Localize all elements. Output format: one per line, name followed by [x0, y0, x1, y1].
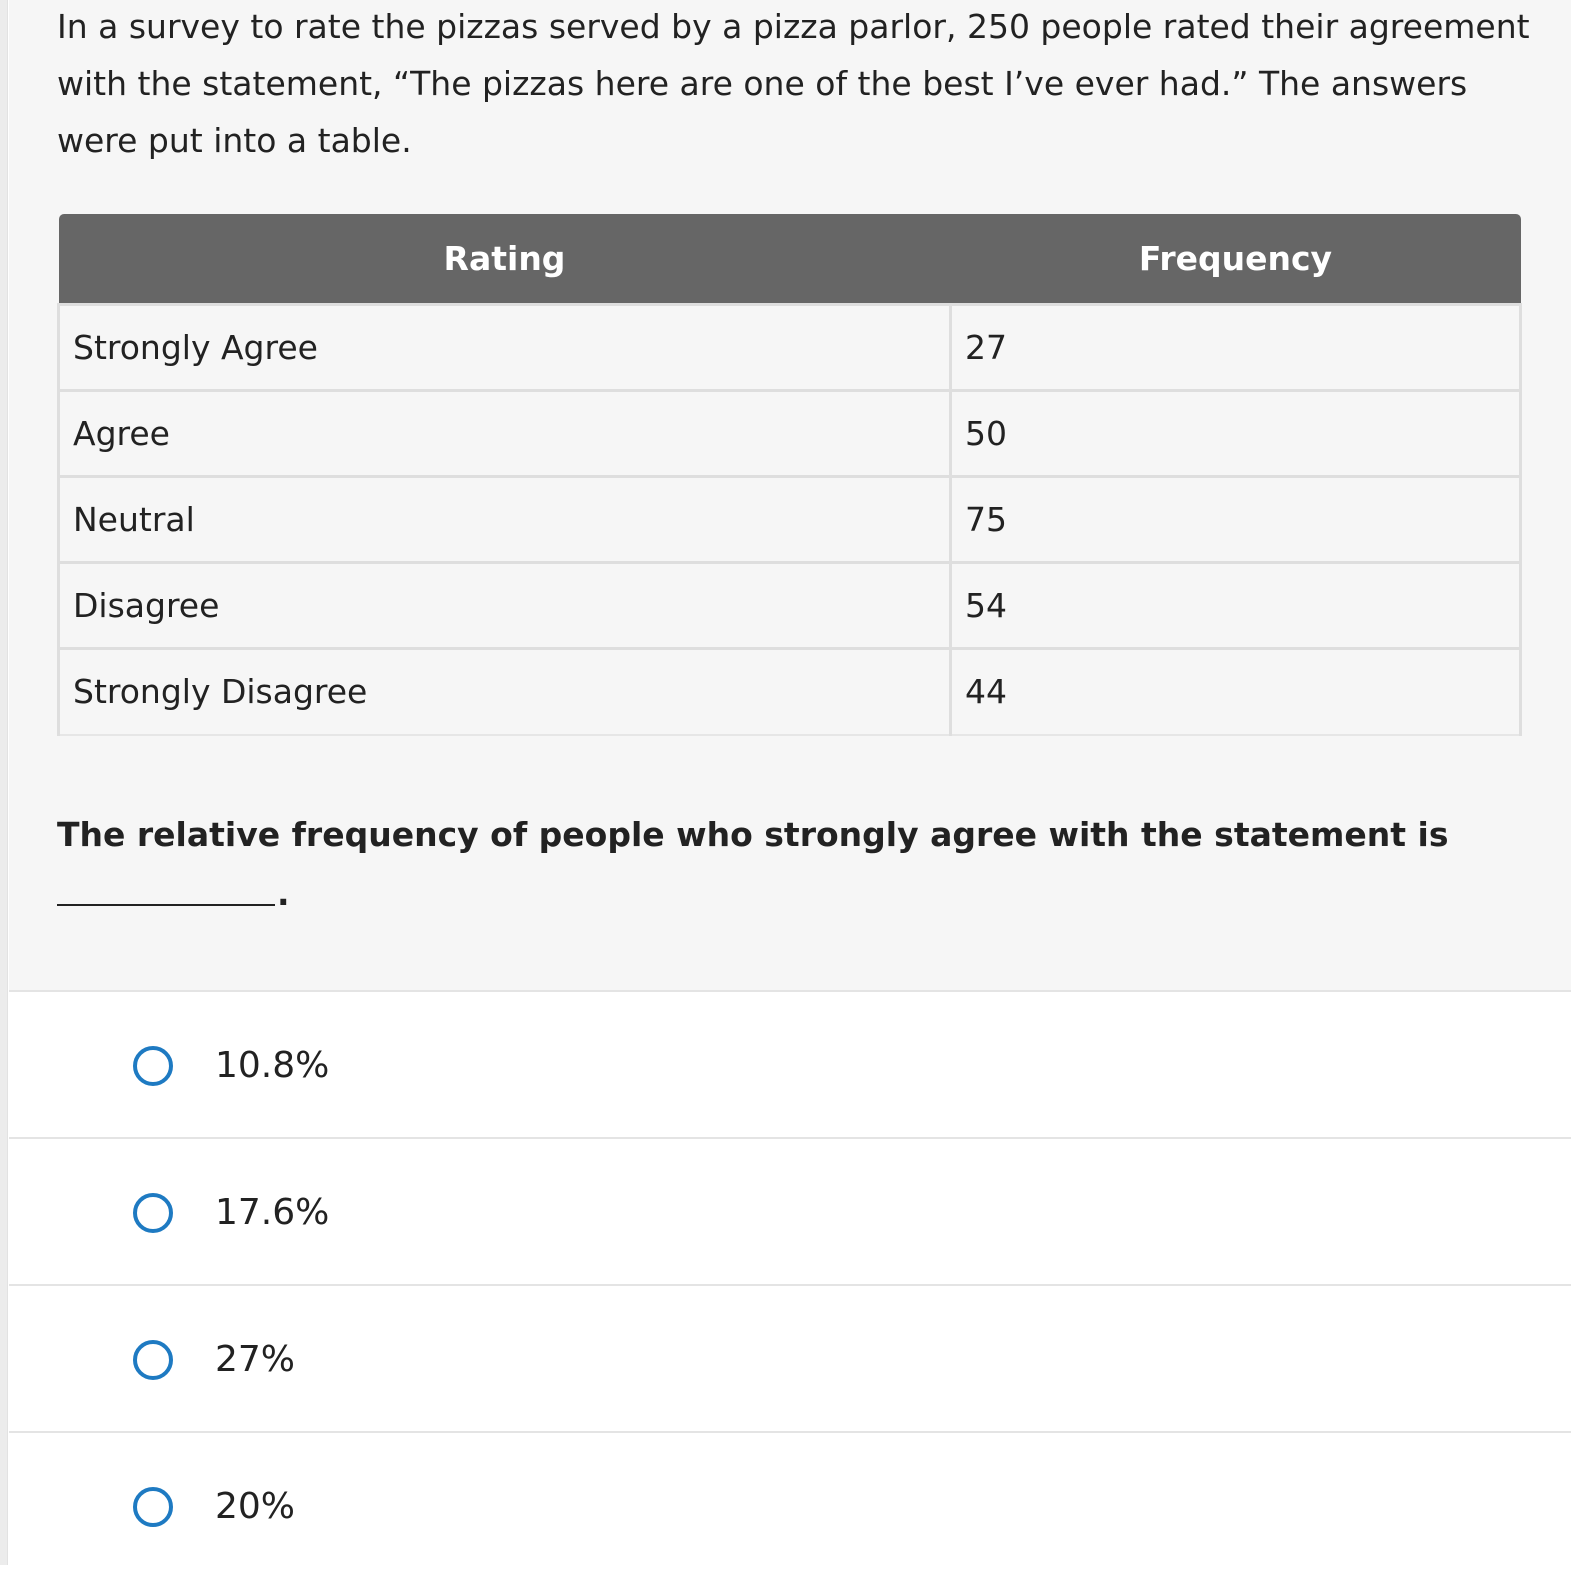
rating-cell: Strongly Agree — [59, 305, 951, 391]
answer-option-3[interactable] — [9, 1286, 1571, 1433]
header-frequency: Frequency — [951, 214, 1521, 305]
radio-unchecked-icon[interactable] — [133, 1046, 173, 1086]
option-label: 17.6% — [215, 1192, 330, 1233]
radio-unchecked-icon[interactable] — [133, 1193, 173, 1233]
blank-period: . — [277, 874, 290, 913]
question-panel — [9, 0, 1571, 992]
answer-option-1[interactable] — [9, 992, 1571, 1139]
answer-option-2[interactable] — [9, 1139, 1571, 1286]
table-row — [59, 391, 1521, 477]
table-row — [59, 649, 1521, 735]
answer-option-4[interactable] — [9, 1433, 1571, 1578]
frequency-cell: 50 — [951, 391, 1521, 477]
left-border — [0, 0, 8, 1565]
rating-cell: Disagree — [59, 563, 951, 649]
rating-cell: Strongly Disagree — [59, 649, 951, 735]
option-label: 27% — [215, 1339, 296, 1380]
radio-unchecked-icon[interactable] — [133, 1487, 173, 1527]
table-header-row — [59, 214, 1521, 305]
table-row — [59, 305, 1521, 391]
rating-cell: Agree — [59, 391, 951, 477]
answer-blank — [57, 878, 275, 906]
table-row — [59, 563, 1521, 649]
question-prompt: In a survey to rate the pizzas served by a pizza parlor, 250 people rated their agreement with the statement, “The pizzas here are one of the best I’ve ever had.” The answers were put into a table. — [57, 7, 1530, 160]
frequency-cell: 75 — [951, 477, 1521, 563]
table-row — [59, 477, 1521, 563]
answer-options — [9, 992, 1571, 1578]
rating-cell: Neutral — [59, 477, 951, 563]
question-stem: The relative frequency of people who strongly agree with the statement is — [57, 815, 1449, 854]
radio-unchecked-icon[interactable] — [133, 1340, 173, 1380]
frequency-cell: 27 — [951, 305, 1521, 391]
frequency-cell: 44 — [951, 649, 1521, 735]
option-label: 20% — [215, 1486, 296, 1527]
frequency-cell: 54 — [951, 563, 1521, 649]
header-rating: Rating — [59, 214, 951, 305]
frequency-table — [57, 214, 1522, 736]
option-label: 10.8% — [215, 1045, 330, 1086]
